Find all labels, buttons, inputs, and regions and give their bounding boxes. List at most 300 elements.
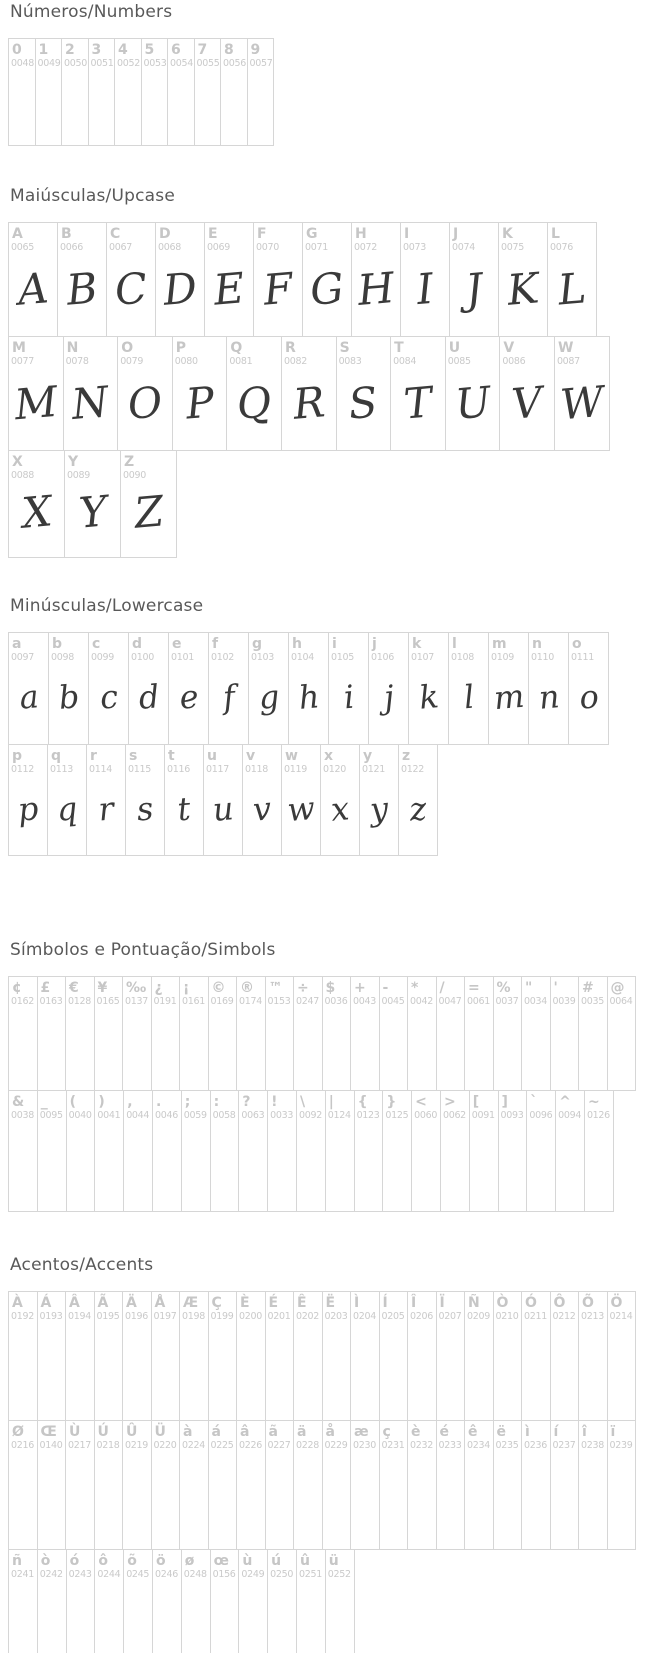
char-cell-0219 [122, 1420, 152, 1550]
char-glyph: S [346, 376, 380, 429]
char-cell-0102 [208, 632, 249, 745]
char-cell-0244 [94, 1549, 124, 1653]
char-cell-0218 [94, 1420, 124, 1550]
char-cell-0074 [449, 222, 499, 337]
char-label: _ [40, 1094, 48, 1110]
char-code: 0036 [324, 996, 348, 1007]
char-code: 0078 [65, 356, 89, 367]
char-label: Ø [12, 1424, 24, 1440]
char-code: 0224 [182, 1440, 205, 1451]
char-label: Y [68, 454, 79, 470]
char-label: À [12, 1295, 23, 1311]
char-cell-0095 [37, 1090, 67, 1212]
char-cell-0067 [106, 222, 156, 337]
char-code: 0226 [239, 1440, 262, 1451]
char-label: ç [382, 1424, 391, 1440]
char-cell-0213 [578, 1291, 608, 1421]
char-glyph: h [296, 677, 321, 718]
char-label: J [453, 226, 459, 242]
char-glyph: s [135, 789, 155, 829]
char-label: e [172, 636, 182, 652]
char-cell-0137 [122, 976, 152, 1091]
char-label: ù [242, 1553, 253, 1569]
char-code: 0098 [51, 652, 74, 663]
char-code: 0082 [283, 356, 307, 367]
char-label: à [183, 1424, 193, 1440]
char-cell-0100 [128, 632, 169, 745]
char-code: 0125 [385, 1110, 409, 1121]
char-code: 0083 [338, 356, 362, 367]
char-label: ~ [587, 1094, 600, 1110]
char-code: 0047 [438, 996, 462, 1007]
char-label: b [52, 636, 63, 652]
char-label: ™ [268, 980, 283, 996]
char-glyph: x [329, 789, 351, 829]
char-glyph: v [251, 789, 273, 829]
char-code: 0093 [500, 1110, 524, 1121]
char-cell-0087 [554, 336, 610, 451]
char-code: 0040 [68, 1110, 92, 1121]
char-cell-0064 [607, 976, 637, 1091]
char-code: 0245 [126, 1569, 150, 1580]
char-cell-0111 [568, 632, 609, 745]
char-label: # [582, 980, 594, 996]
char-label: ® [240, 980, 254, 996]
char-cell-0252 [325, 1549, 355, 1653]
char-label: ñ [12, 1553, 22, 1569]
char-row [8, 1291, 661, 1421]
char-cell-0077 [8, 336, 64, 451]
char-glyph: D [161, 262, 199, 315]
char-cell-0056 [220, 38, 248, 146]
char-label: { [357, 1094, 368, 1110]
char-code: 0049 [37, 58, 61, 69]
char-glyph: q [55, 788, 79, 829]
char-label: ; [184, 1094, 191, 1110]
char-label: ¢ [12, 980, 22, 996]
char-code: 0118 [245, 764, 268, 775]
char-cell-0069 [204, 222, 254, 337]
char-label: H [355, 226, 367, 242]
char-glyph: f [220, 677, 237, 717]
char-label: 4 [118, 42, 128, 58]
char-label: Ü [154, 1424, 166, 1440]
char-glyph: B [64, 262, 100, 315]
char-cell-0201 [265, 1291, 295, 1421]
char-label: g [252, 636, 263, 652]
char-label: & [12, 1094, 25, 1110]
char-code: 0205 [381, 1311, 405, 1322]
char-label: Ö [610, 1295, 623, 1311]
char-code: 0161 [182, 996, 205, 1007]
char-code: 0052 [117, 58, 140, 69]
char-code: 0197 [153, 1311, 177, 1322]
char-glyph: C [112, 262, 150, 315]
char-glyph: H [355, 262, 397, 315]
char-code: 0068 [158, 242, 181, 253]
char-code: 0216 [11, 1440, 34, 1451]
char-cell-0214 [607, 1291, 637, 1421]
char-label: + [354, 980, 366, 996]
char-label: ‰ [126, 980, 147, 996]
char-cell-0232 [407, 1420, 437, 1550]
char-glyph: n [536, 677, 561, 718]
char-glyph: U [452, 376, 493, 429]
char-label: v [246, 748, 256, 764]
char-glyph: L [555, 262, 589, 315]
char-code: 0041 [97, 1110, 121, 1121]
char-code: 0116 [167, 764, 190, 775]
char-label: Q [230, 340, 243, 356]
char-label: Ç [211, 1295, 222, 1311]
char-code: 0090 [123, 470, 146, 481]
char-label: © [211, 980, 226, 996]
char-code: 0115 [128, 764, 151, 775]
char-code: 0104 [291, 652, 314, 663]
char-cell-0195 [94, 1291, 124, 1421]
char-cell-0098 [48, 632, 89, 745]
char-code: 0105 [331, 652, 354, 663]
char-code: 0062 [442, 1110, 466, 1121]
section-title-numbers: Números/Numbers [10, 2, 173, 22]
char-label: Õ [582, 1295, 594, 1311]
char-label: Æ [183, 1295, 199, 1311]
char-cell-0122 [398, 744, 438, 856]
char-cell-0119 [281, 744, 321, 856]
char-glyph: l [461, 678, 476, 717]
char-code: 0100 [131, 652, 154, 663]
char-code: 0066 [60, 242, 83, 253]
char-code: 0239 [609, 1440, 633, 1451]
char-cell-0088 [8, 450, 65, 558]
char-code: 0046 [154, 1110, 178, 1121]
char-cell-0231 [379, 1420, 409, 1550]
char-cell-0084 [390, 336, 446, 451]
char-code: 0231 [381, 1440, 405, 1451]
char-glyph: F [261, 262, 295, 315]
char-code: 0065 [11, 242, 34, 253]
char-cell-0120 [320, 744, 360, 856]
char-label: Z [124, 454, 135, 470]
char-code: 0244 [97, 1569, 121, 1580]
char-cell-0075 [498, 222, 548, 337]
char-label: T [394, 340, 404, 356]
char-cell-0230 [350, 1420, 380, 1550]
char-cell-0103 [248, 632, 289, 745]
char-cell-0192 [8, 1291, 38, 1421]
char-label: Ù [69, 1424, 81, 1440]
char-cell-0115 [125, 744, 165, 856]
char-cell-0238 [578, 1420, 608, 1550]
char-code: 0106 [371, 652, 394, 663]
char-cell-0061 [464, 976, 494, 1091]
char-code: 0213 [581, 1311, 604, 1322]
char-cell-0233 [436, 1420, 466, 1550]
char-label: Â [69, 1295, 80, 1311]
char-code: 0097 [11, 652, 34, 663]
char-code: 0196 [125, 1311, 148, 1322]
char-cell-0071 [302, 222, 352, 337]
char-code: 0071 [305, 242, 328, 253]
char-code: 0092 [298, 1110, 322, 1121]
char-code: 0073 [403, 242, 426, 253]
char-label: á [211, 1424, 221, 1440]
char-code: 0069 [207, 242, 230, 253]
char-code: 0110 [531, 652, 554, 663]
char-code: 0091 [471, 1110, 495, 1121]
char-code: 0206 [410, 1311, 433, 1322]
char-cell-0199 [208, 1291, 238, 1421]
char-code: 0202 [296, 1311, 319, 1322]
char-code: 0165 [96, 996, 120, 1007]
char-glyph: A [15, 262, 51, 315]
char-label: Û [126, 1424, 138, 1440]
char-glyph: Y [76, 486, 109, 539]
section-title-symbols: Símbolos e Pontuação/Simbols [10, 940, 276, 960]
char-label: j [372, 636, 377, 652]
char-code: 0248 [183, 1569, 207, 1580]
char-code: 0236 [524, 1440, 547, 1451]
char-cell-0097 [8, 632, 49, 745]
char-code: 0063 [241, 1110, 265, 1121]
char-cell-0070 [253, 222, 303, 337]
char-cell-0247 [293, 976, 323, 1091]
char-label: ú [271, 1553, 282, 1569]
char-glyph: i [341, 678, 356, 717]
char-glyph: W [558, 376, 606, 429]
char-label: N [66, 340, 79, 356]
char-label: < [415, 1094, 427, 1110]
char-label: V [503, 340, 515, 356]
char-cell-0237 [550, 1420, 580, 1550]
char-label: æ [354, 1424, 369, 1440]
char-cell-0054 [167, 38, 195, 146]
char-code: 0140 [39, 1440, 63, 1451]
char-glyph: r [96, 789, 116, 829]
char-cell-0225 [208, 1420, 238, 1550]
char-code: 0117 [206, 764, 229, 775]
char-cell-0066 [57, 222, 107, 337]
char-label: U [448, 340, 461, 356]
char-code: 0074 [452, 242, 475, 253]
char-code: 0120 [323, 764, 346, 775]
char-code: 0249 [241, 1569, 265, 1580]
char-label: G [306, 226, 318, 242]
char-code: 0235 [495, 1440, 519, 1451]
char-cell-0101 [168, 632, 209, 745]
char-label: Å [154, 1295, 166, 1311]
char-code: 0203 [324, 1311, 348, 1322]
char-label: é [439, 1424, 449, 1440]
char-cell-0035 [578, 976, 608, 1091]
char-label: í [553, 1424, 559, 1440]
char-label: $ [325, 980, 336, 996]
char-cell-0202 [293, 1291, 323, 1421]
char-label: å [325, 1424, 335, 1440]
char-cell-0216 [8, 1420, 38, 1550]
char-glyph: I [414, 263, 436, 314]
char-row [8, 222, 661, 337]
section-symbols [8, 940, 661, 1212]
char-label: â [240, 1424, 250, 1440]
char-label: 7 [197, 42, 208, 58]
char-row [8, 38, 661, 146]
char-code: 0088 [11, 470, 34, 481]
char-code: 0099 [91, 652, 114, 663]
char-label: } [386, 1094, 397, 1110]
char-label: Ó [525, 1295, 537, 1311]
char-cell-0161 [179, 976, 209, 1091]
char-label: ¥ [97, 980, 108, 996]
char-glyph: G [308, 262, 346, 315]
char-cell-0205 [379, 1291, 409, 1421]
char-code: 0094 [558, 1110, 582, 1121]
char-cell-0057 [247, 38, 275, 146]
char-label: ! [271, 1094, 278, 1110]
char-code: 0207 [438, 1311, 462, 1322]
char-code: 0102 [211, 652, 234, 663]
char-label: R [284, 340, 296, 356]
char-cell-0114 [86, 744, 126, 856]
char-glyph: m [491, 677, 526, 718]
char-code: 0112 [11, 764, 34, 775]
char-code: 0228 [296, 1440, 319, 1451]
char-glyph: w [285, 788, 317, 829]
char-label: ] [501, 1094, 508, 1110]
char-cell-0236 [521, 1420, 551, 1550]
char-code: 0156 [212, 1569, 236, 1580]
char-cell-0198 [179, 1291, 209, 1421]
char-label: 6 [171, 42, 181, 58]
char-label: h [292, 636, 302, 652]
char-code: 0211 [524, 1311, 547, 1322]
char-label: ( [69, 1094, 76, 1110]
section-title-lowercase: Minúsculas/Lowercase [10, 596, 204, 616]
char-label: ò [40, 1553, 51, 1569]
char-code: 0212 [552, 1311, 576, 1322]
char-cell-0174 [236, 976, 266, 1091]
section-numbers [8, 2, 661, 146]
char-cell-0217 [65, 1420, 95, 1550]
char-label: ? [242, 1094, 251, 1110]
char-label: x [324, 748, 334, 764]
char-code: 0038 [11, 1110, 34, 1121]
char-code: 0096 [529, 1110, 553, 1121]
char-cell-0050 [61, 38, 89, 146]
section-lowercase [8, 596, 661, 856]
char-code: 0247 [296, 996, 319, 1007]
char-code: 0051 [90, 58, 114, 69]
char-glyph: c [97, 677, 120, 718]
char-label: i [332, 636, 337, 652]
char-label: k [412, 636, 422, 652]
char-cell-0093 [498, 1090, 528, 1212]
char-cell-0083 [336, 336, 392, 451]
char-cell-0080 [172, 336, 228, 451]
char-label: - [382, 980, 389, 996]
char-cell-0081 [226, 336, 282, 451]
char-code: 0057 [249, 58, 273, 69]
char-cell-0052 [114, 38, 142, 146]
char-cell-0206 [407, 1291, 437, 1421]
char-cell-0059 [181, 1090, 211, 1212]
char-label: ö [155, 1553, 166, 1569]
char-label: 3 [91, 42, 102, 58]
char-cell-0110 [528, 632, 569, 745]
char-code: 0237 [552, 1440, 576, 1451]
char-code: 0153 [267, 996, 291, 1007]
char-glyph: M [12, 376, 60, 429]
char-cell-0239 [607, 1420, 637, 1550]
char-cell-0076 [547, 222, 597, 337]
char-glyph: J [463, 263, 485, 314]
char-label: ó [69, 1553, 80, 1569]
char-code: 0220 [153, 1440, 177, 1451]
char-label: | [328, 1094, 334, 1110]
char-code: 0234 [467, 1440, 490, 1451]
char-label: B [61, 226, 72, 242]
char-label: " [525, 980, 533, 996]
char-label: l [452, 636, 457, 652]
char-cell-0086 [499, 336, 555, 451]
char-label: ê [468, 1424, 478, 1440]
char-cell-0226 [236, 1420, 266, 1550]
char-label: P [175, 340, 187, 356]
char-code: 0059 [183, 1110, 207, 1121]
char-code: 0121 [362, 764, 385, 775]
char-row [8, 632, 661, 745]
char-cell-0105 [328, 632, 369, 745]
char-code: 0229 [324, 1440, 348, 1451]
char-label: œ [213, 1553, 229, 1569]
char-code: 0219 [125, 1440, 148, 1451]
char-code: 0060 [414, 1110, 438, 1121]
char-cell-0212 [550, 1291, 580, 1421]
char-code: 0079 [120, 356, 144, 367]
char-cell-0235 [493, 1420, 523, 1550]
char-glyph: e [177, 677, 200, 718]
char-label: F [257, 226, 267, 242]
char-cell-0094 [555, 1090, 585, 1212]
char-cell-0047 [436, 976, 466, 1091]
char-glyph: O [125, 376, 165, 429]
char-cell-0039 [550, 976, 580, 1091]
char-row [8, 1420, 661, 1550]
char-code: 0204 [353, 1311, 376, 1322]
char-glyph: X [19, 486, 54, 539]
char-cell-0125 [382, 1090, 412, 1212]
char-cell-0040 [66, 1090, 96, 1212]
char-glyph: P [183, 376, 216, 429]
char-label: W [557, 340, 574, 356]
char-label: ï [610, 1424, 616, 1440]
char-code: 0103 [251, 652, 274, 663]
char-label: y [363, 748, 373, 764]
char-code: 0252 [327, 1569, 351, 1580]
char-label: t [168, 748, 175, 764]
char-label: D [159, 226, 171, 242]
char-code: 0230 [353, 1440, 376, 1451]
char-row [8, 450, 661, 558]
char-label: ' [553, 980, 558, 996]
char-cell-0072 [351, 222, 401, 337]
char-code: 0201 [267, 1311, 291, 1322]
char-cell-0220 [151, 1420, 181, 1550]
char-glyph: T [401, 376, 435, 429]
char-label: w [285, 748, 298, 764]
char-cell-0063 [238, 1090, 268, 1212]
char-label: r [90, 748, 97, 764]
